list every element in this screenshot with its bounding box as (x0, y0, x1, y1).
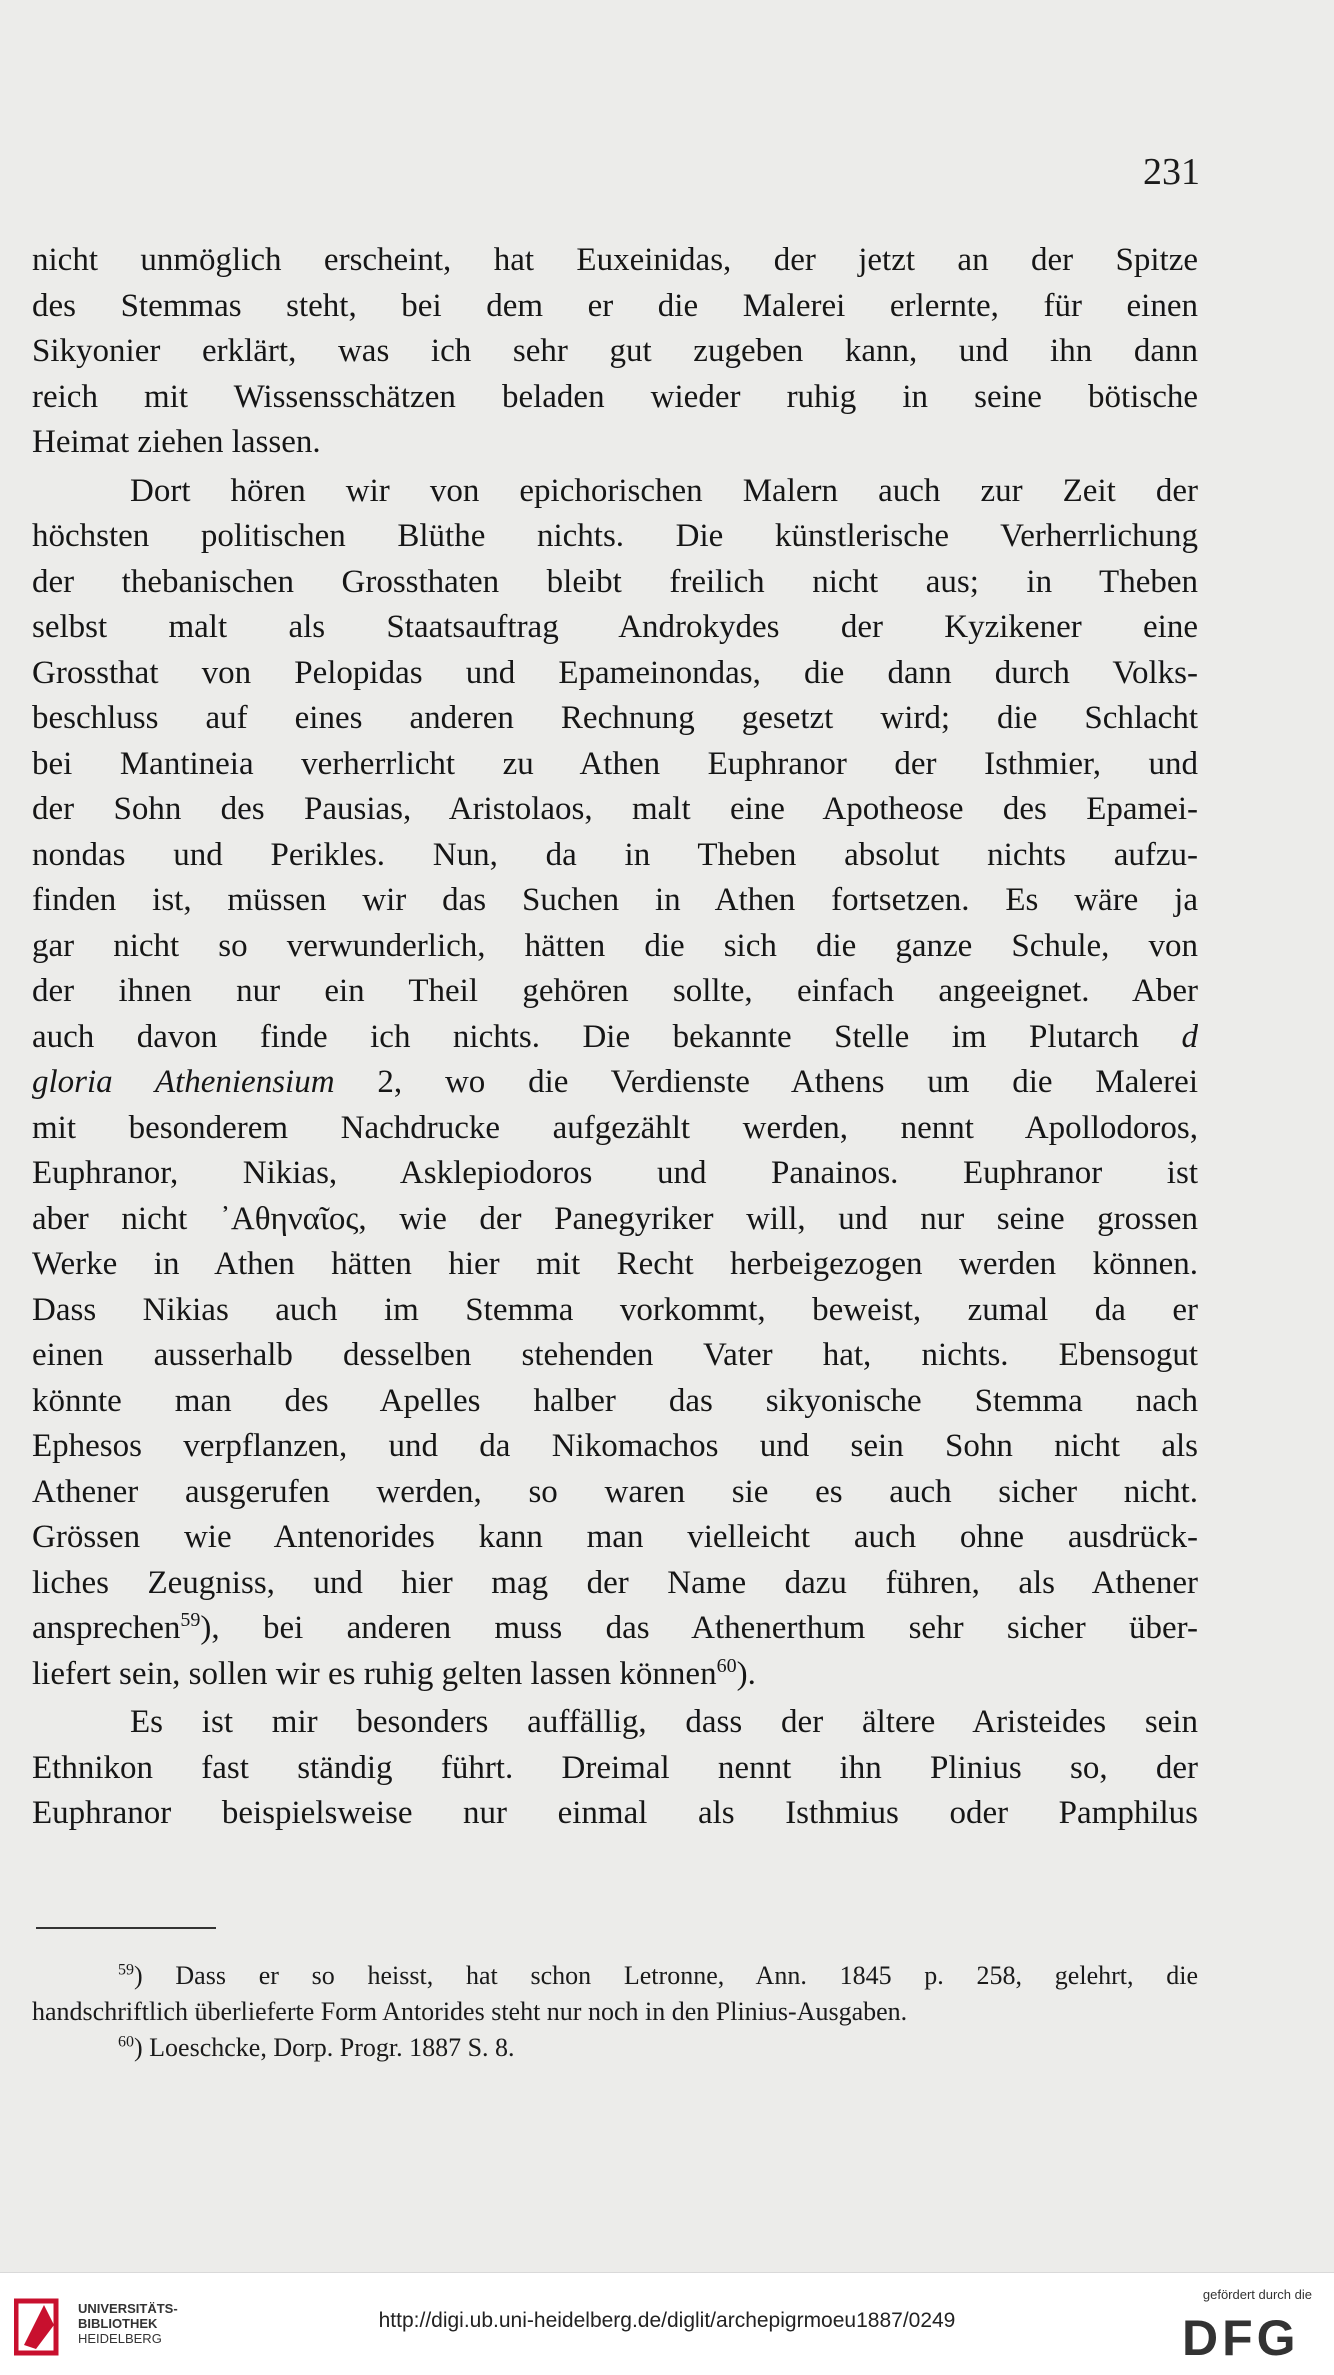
text-line: nondas und Perikles. Nun, da in Theben absolut nichts aufzu- (32, 836, 1198, 873)
text-line: Heimat ziehen lassen. (32, 424, 321, 460)
text-line: der ihnen nur ein Theil gehören sollte, einfach angeeignet. Aber (32, 973, 1198, 1009)
text-line: Athener ausgerufen werden, so waren sie es auch sicher nicht. (32, 1473, 1198, 1510)
text-line: selbst malt als Staatsauftrag Androkydes der Kyzikener eine (32, 609, 1198, 645)
footnote-ref[interactable]: 59 (180, 1609, 201, 1631)
footnotes (32, 1958, 1198, 2066)
text-line: Euphranor, Nikias, Asklepiodoros und Panainos. Euphranor ist (32, 1155, 1198, 1191)
text-segment: liefert sein, sollen wir es ruhig gelten lassen können (32, 1655, 717, 1692)
text-line (32, 1652, 1198, 1698)
text-line: bei Mantineia verherrlicht zu Athen Euphranor der Isthmier, und (32, 745, 1198, 782)
text-line: könnte man des Apelles halber das sikyonische Stemma nach (32, 1382, 1198, 1419)
text-line: der thebanischen Grossthaten bleibt freilich nicht aus; in Theben (32, 563, 1198, 600)
footnote-ref[interactable]: 60 (716, 1654, 737, 1677)
text-line: liches Zeugniss, und hier mag der Name dazu führen, als Athener (32, 1564, 1198, 1601)
italic-title: d (1181, 1018, 1198, 1055)
text-line: Ephesos verpflanzen, und da Nikomachos und sein Sohn nicht als (32, 1428, 1198, 1464)
funded-by-label: gefördert durch die (1202, 2287, 1312, 2302)
text-segment: ), bei anderen muss das Athenerthum sehr sicher über- (200, 1610, 1198, 1646)
dfg-logo-icon[interactable] (1182, 2313, 1312, 2359)
text-line: Grossthat von Pelopidas und Epameinondas, die dann durch Volks- (32, 654, 1198, 691)
footnote (32, 1958, 1198, 1994)
text-line: der Sohn des Pausias, Aristolaos, malt eine Apotheose des Epamei- (32, 791, 1198, 827)
footnote-continuation: handschriftlich überlieferte Form Antorides steht nur noch in den Plinius-Ausgaben. (32, 1997, 908, 2026)
text-line: Dass Nikias auch im Stemma vorkommt, beweist, zumal da er (32, 1291, 1198, 1328)
text-segment: ). (736, 1655, 756, 1692)
text-line: Ethnikon fast ständig führt. Dreimal nennt ihn Plinius so, der (32, 1749, 1198, 1786)
text-line: beschluss auf eines anderen Rechnung gesetzt wird; die Schlacht (32, 700, 1198, 736)
text-line: Werke in Athen hätten hier mit Recht herbeigezogen werden können. (32, 1246, 1198, 1282)
footnote (32, 2030, 1198, 2066)
text-line: nicht unmöglich erscheint, hat Euxeinidas, der jetzt an der Spitze (32, 242, 1198, 278)
italic-title: gloria Atheniensium (32, 1064, 335, 1100)
footnote-mark: 59 (118, 1961, 134, 1979)
text-line: mit besonderem Nachdrucke aufgezählt werden, nennt Apollodoros, (32, 1109, 1198, 1146)
footnote-text: ) Dass er so heisst, hat schon Letronne, Ann. 1845 p. 258, gelehrt, die (134, 1961, 1198, 1990)
body-text (32, 238, 1198, 1837)
text-line: Dort hören wir von epichorischen Malern auch zur Zeit der (130, 472, 1198, 509)
permalink-url[interactable]: http://digi.ub.uni-heidelberg.de/diglit/archepigrmoeu1887/0249 (378, 2309, 956, 2332)
viewer-footer (0, 2272, 1334, 2375)
text-line: gar nicht so verwunderlich, hätten die sich die ganze Schule, von (32, 927, 1198, 964)
library-name-line: BIBLIOTHEK (78, 2316, 158, 2331)
page-number: 231 (1143, 151, 1200, 193)
text-line: Sikyonier erklärt, was ich sehr gut zugeben kann, und ihn dann (32, 333, 1198, 369)
text-line: Grössen wie Antenorides kann man vielleicht auch ohne ausdrück- (32, 1519, 1198, 1555)
text-line: einen ausserhalb desselben stehenden Vater hat, nichts. Ebensogut (32, 1337, 1198, 1373)
text-line: höchsten politischen Blüthe nichts. Die künstlerische Verherrlichung (32, 518, 1198, 554)
text-line: finden ist, müssen wir das Suchen in Athen fortsetzen. Es wäre ja (32, 882, 1198, 918)
text-line: auch davon finde ich nichts. Die bekannte Stelle im Plutarch d (32, 1018, 1198, 1055)
footnote-mark: 60 (118, 2033, 134, 2051)
text-line: Euphranor beispielsweise nur einmal als Isthmius oder Pamphilus (32, 1795, 1198, 1831)
text-line (32, 1606, 1198, 1652)
text-line: Es ist mir besonders auffällig, dass der ältere Aristeides sein (130, 1704, 1198, 1740)
text-line: des Stemmas steht, bei dem er die Malerei erlernte, für einen (32, 287, 1198, 324)
footnote-text: ) Loeschcke, Dorp. Progr. 1887 S. 8. (134, 2033, 515, 2062)
text-line: gloria Atheniensium 2, wo die Verdienste Athens um die Malerei (32, 1064, 1198, 1100)
text-segment: ansprechen (32, 1610, 181, 1646)
library-name-line: UNIVERSITÄTS- (78, 2301, 178, 2316)
dfg-logo-text: DFG (1182, 2313, 1300, 2359)
footnote-divider (36, 1927, 216, 1929)
text-line: reich mit Wissensschätzen beladen wieder ruhig in seine bötische (32, 378, 1198, 415)
text-line: aber nicht ᾿Αθηναῖος, wie der Panegyriker will, und nur seine grossen (32, 1200, 1198, 1237)
library-name-line: HEIDELBERG (78, 2331, 162, 2346)
